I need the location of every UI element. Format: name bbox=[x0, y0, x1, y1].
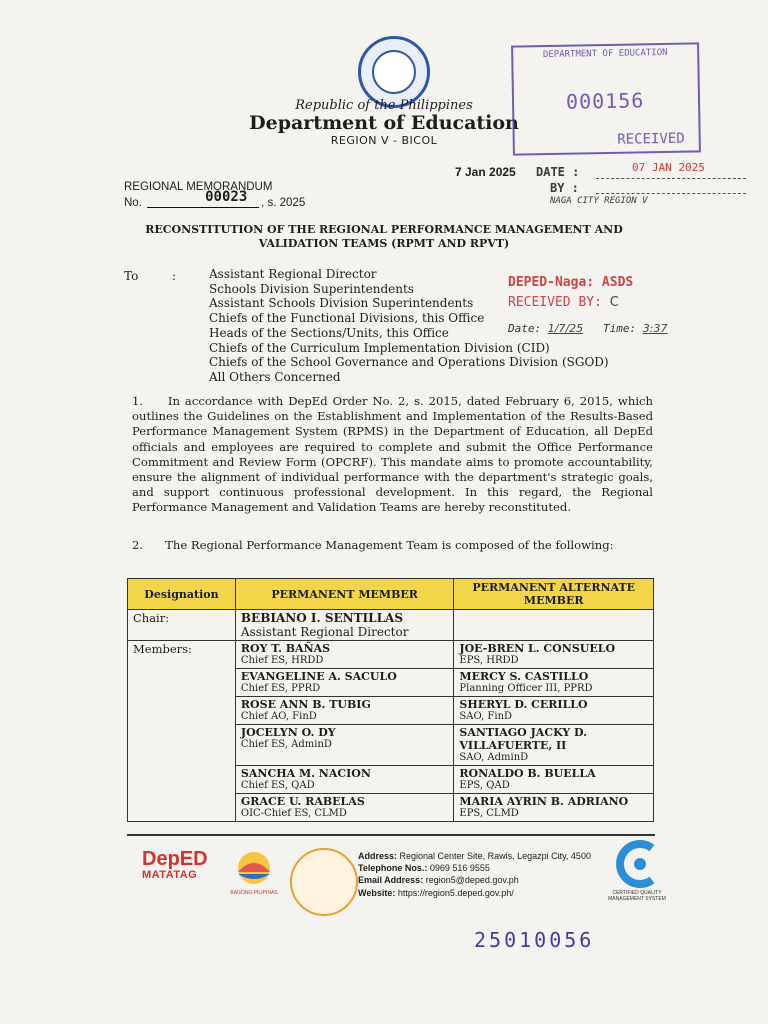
region-heading: REGION V - BICOL bbox=[330, 134, 438, 147]
member-name: GRACE U. RABELAS bbox=[240, 795, 365, 808]
chair-position: Assistant Regional Director bbox=[240, 625, 409, 639]
memo-number-line bbox=[124, 189, 306, 209]
alternate-name: RONALDO B. BUELLA bbox=[459, 767, 596, 780]
email-value: region5@deped.gov.ph bbox=[423, 875, 519, 886]
member-name: SANCHA M. NACION bbox=[240, 767, 371, 780]
member-position: Chief ES, PPRD bbox=[240, 683, 321, 694]
republic-heading: Republic of the Philippines bbox=[295, 98, 473, 113]
bagong-pilipinas-text: BAGONG PILIPINAS bbox=[230, 890, 278, 896]
memo-date: 7 Jan 2025 bbox=[455, 165, 516, 179]
members-label: Members: bbox=[128, 641, 236, 822]
alternate-position: SAO, FinD bbox=[459, 711, 513, 722]
naga-line: NAGA CITY REGION V bbox=[550, 196, 648, 206]
col-header-member: PERMANENT MEMBER bbox=[235, 579, 453, 610]
website-value: https://region5.deped.gov.ph/ bbox=[395, 887, 514, 898]
memo-type: REGIONAL MEMORANDUM bbox=[124, 181, 273, 193]
recipient-item: Chiefs of the Functional Divisions, this Office bbox=[209, 311, 485, 326]
table-row bbox=[128, 641, 654, 669]
alternate-position: EPS, QAD bbox=[459, 780, 510, 791]
received-stamp bbox=[511, 42, 701, 155]
chair-name: BEBIANO I. SENTILLAS bbox=[240, 611, 404, 625]
phone-label: Telephone Nos.: bbox=[358, 863, 428, 874]
asds-date-value: 1/7/25 bbox=[547, 322, 584, 335]
alternate-position: EPS, HRDD bbox=[459, 655, 519, 666]
date-by-stamp bbox=[536, 163, 748, 211]
address-label: Address: bbox=[358, 851, 398, 861]
member-position: Chief ES, AdminD bbox=[240, 739, 332, 750]
recipient-item: Heads of the Sections/Units, this Office bbox=[209, 325, 449, 340]
stamp-office-header: DEPARTMENT OF EDUCATION bbox=[542, 47, 668, 61]
asds-title: DEPED-Naga: ASDS bbox=[508, 275, 634, 290]
matatag-text: MATATAG bbox=[142, 869, 198, 881]
asds-received-value: C bbox=[609, 295, 619, 310]
email-label: Email Address: bbox=[358, 875, 424, 886]
iso-caption: CERTIFIED QUALITY MANAGEMENT SYSTEM bbox=[608, 890, 666, 902]
asds-time-label: Time: bbox=[603, 322, 637, 335]
memo-title-line2: VALIDATION TEAMS (RPMT AND RPVT) bbox=[258, 237, 510, 250]
memo-title-line1: RECONSTITUTION OF THE REGIONAL PERFORMANCE MANAGEMENT AND bbox=[145, 223, 623, 236]
memo-title bbox=[124, 223, 644, 251]
member-name: ROSE ANN B. TUBIG bbox=[240, 698, 371, 711]
member-position: OIC-Chief ES, CLMD bbox=[240, 808, 347, 819]
alternate-name: SHERYL D. CERILLO bbox=[459, 698, 588, 711]
recipient-item: All Others Concerned bbox=[209, 369, 341, 384]
region-seal bbox=[290, 848, 358, 916]
memo-series: , s. 2025 bbox=[261, 197, 306, 209]
memo-no-label: No. bbox=[124, 197, 142, 209]
asds-time-value: 3:37 bbox=[642, 322, 668, 335]
chair-label: Chair: bbox=[128, 610, 236, 641]
date-value: 07 JAN 2025 bbox=[632, 161, 705, 174]
alternate-name: MERCY S. CASTILLO bbox=[459, 670, 589, 683]
phone-value: 0969 516 9555 bbox=[427, 863, 490, 874]
recipient-item: Assistant Regional Director bbox=[209, 267, 377, 281]
footer-divider bbox=[127, 834, 655, 836]
member-position: Chief ES, QAD bbox=[240, 780, 315, 791]
table-row-chair bbox=[128, 610, 654, 641]
deped-matatag-logo bbox=[142, 848, 208, 896]
member-name: JOCELYN O. DY bbox=[240, 726, 336, 739]
stamp-number: 000156 bbox=[565, 88, 645, 114]
alternate-name: SANTIAGO JACKY D. VILLAFUERTE, II bbox=[459, 726, 588, 752]
alternate-position: Planning Officer III, PPRD bbox=[459, 683, 593, 694]
asds-date-label: Date: bbox=[508, 322, 542, 335]
department-heading: Department of Education bbox=[249, 112, 519, 134]
address-value: Regional Center Site, Rawis, Legazpi City, 4500 bbox=[397, 851, 591, 861]
paragraph-2: 2. The Regional Performance Management Team is composed of the following: bbox=[132, 538, 614, 552]
alternate-position: EPS, CLMD bbox=[459, 808, 519, 819]
asds-received-label: RECEIVED BY: bbox=[508, 295, 602, 310]
iso-certification-logo bbox=[612, 838, 668, 898]
bagong-pilipinas-logo bbox=[225, 848, 283, 896]
rpmt-table bbox=[127, 578, 654, 822]
table-header-row bbox=[128, 579, 654, 610]
recipient-item: Assistant Schools Division Superintendents bbox=[209, 296, 474, 311]
member-position: Chief AO, FinD bbox=[240, 711, 317, 722]
alternate-name: JOE-BREN L. CONSUELO bbox=[459, 642, 616, 655]
member-name: ROY T. BAÑAS bbox=[240, 642, 331, 655]
alternate-name: MARIA AYRIN B. ADRIANO bbox=[459, 795, 629, 808]
to-label: To bbox=[124, 269, 139, 283]
website-label: Website: bbox=[358, 887, 396, 898]
footer-address bbox=[358, 850, 591, 899]
recipient-item: Schools Division Superintendents bbox=[209, 281, 414, 296]
by-label: BY : bbox=[550, 181, 579, 195]
deped-logo-text: DepED bbox=[142, 848, 208, 870]
col-header-alternate: PERMANENT ALTERNATE MEMBER bbox=[454, 579, 654, 610]
paragraph-1: 1. In accordance with DepEd Order No. 2, s. 2015, dated February 6, 2015, which outlines the Guidelines on the Establishment and Implementation of the Results-Based Performance Management System (RPMS) in the Department of Education, all DepEd officials and employees are required to complete and submit the Office Performance Commitment and Review Form (OPCRF). This mandate aims to promote accountability, ensure the alignment of individual performance with the department's strategic goals, and support continuous professional development. In this regard, the Regional Performance Management and Validation Teams are hereby reconstituted. bbox=[132, 394, 653, 515]
asds-received-stamp bbox=[508, 275, 740, 345]
to-colon: : bbox=[172, 269, 177, 283]
member-name: EVANGELINE A. SACULO bbox=[240, 670, 397, 683]
date-label: DATE : bbox=[536, 165, 580, 179]
recipient-item: Chiefs of the Curriculum Implementation Division (CID) bbox=[209, 340, 550, 355]
member-position: Chief ES, HRDD bbox=[240, 655, 324, 666]
stamp-received-word: RECEIVED bbox=[617, 130, 685, 148]
col-header-designation: Designation bbox=[128, 579, 236, 610]
alternate-position: SAO, AdminD bbox=[459, 752, 529, 763]
recipient-item: Chiefs of the School Governance and Operations Division (SGOD) bbox=[209, 355, 609, 370]
barcode-number: 25010056 bbox=[474, 928, 595, 952]
memo-no-value: 00023 bbox=[205, 189, 248, 205]
